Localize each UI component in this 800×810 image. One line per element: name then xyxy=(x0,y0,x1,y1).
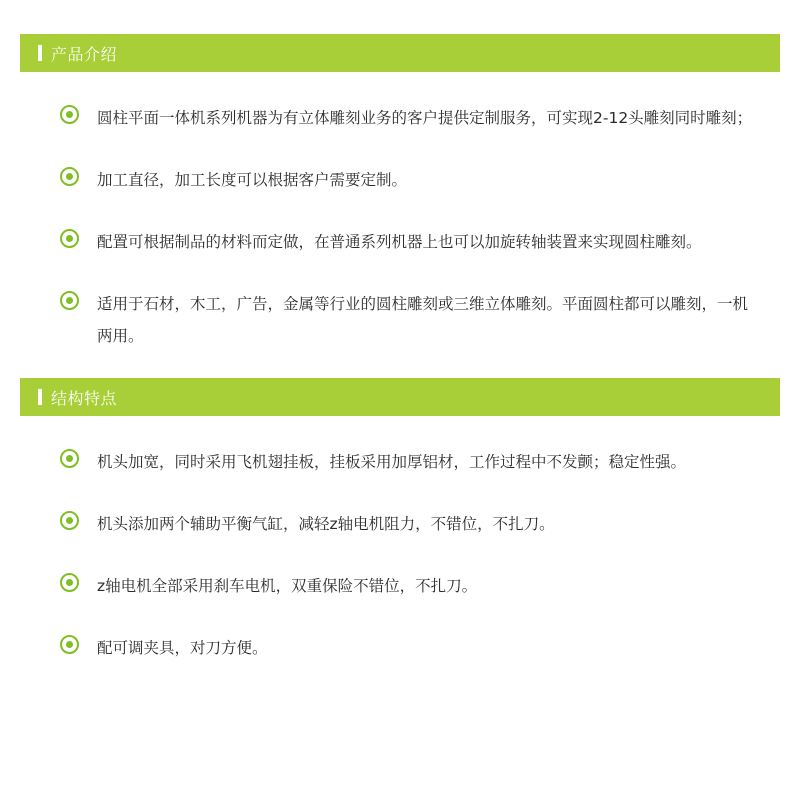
list-item xyxy=(0,226,800,258)
list-gap xyxy=(0,134,800,164)
list-top-spacer xyxy=(0,416,800,446)
list-gap xyxy=(0,196,800,226)
section-title: 结构特点 xyxy=(51,388,118,408)
list-item xyxy=(0,164,800,196)
bullet-icon xyxy=(60,105,79,124)
section-header-product-intro xyxy=(20,34,780,72)
bullet-icon xyxy=(60,291,79,310)
list-item-text: 机头添加两个辅助平衡气缸，减轻z轴电机阻力，不错位，不扎刀。 xyxy=(97,515,555,533)
list-item-text: 配置可根据制品的材料而定做，在普通系列机器上也可以加旋转轴装置来实现圆柱雕刻。 xyxy=(97,233,702,251)
bullet-icon xyxy=(60,635,79,654)
list-item xyxy=(0,632,800,664)
list-gap xyxy=(0,478,800,508)
section-gap xyxy=(0,352,800,378)
bullet-icon xyxy=(60,573,79,592)
section-header-structure-features xyxy=(20,378,780,416)
section-title: 产品介绍 xyxy=(51,44,118,64)
list-gap xyxy=(0,602,800,632)
list-item xyxy=(0,570,800,602)
header-accent-bar xyxy=(38,389,42,405)
list-top-spacer xyxy=(0,72,800,102)
feature-list-structure-features xyxy=(0,416,800,664)
bullet-icon xyxy=(60,229,79,248)
section-product-intro xyxy=(0,34,800,352)
list-item xyxy=(0,508,800,540)
list-item xyxy=(0,446,800,478)
list-item-text: 机头加宽，同时采用飞机翅挂板，挂板采用加厚铝材，工作过程中不发颤；稳定性强。 xyxy=(97,453,687,471)
section-structure-features xyxy=(0,378,800,664)
list-item-text: 配可调夹具，对刀方便。 xyxy=(97,639,268,657)
list-item-text: 适用于石材，木工，广告，金属等行业的圆柱雕刻或三维立体雕刻。平面圆柱都可以雕刻，一机两用。 xyxy=(97,295,749,345)
list-gap xyxy=(0,258,800,288)
list-item-text: 加工直径，加工长度可以根据客户需要定制。 xyxy=(97,171,408,189)
header-accent-bar xyxy=(38,45,42,61)
feature-list-product-intro xyxy=(0,72,800,352)
list-gap xyxy=(0,540,800,570)
list-item xyxy=(0,288,800,352)
list-item-text: 圆柱平面一体机系列机器为有立体雕刻业务的客户提供定制服务，可实现2-12头雕刻同时雕刻； xyxy=(97,109,753,127)
list-item-text: z轴电机全部采用刹车电机，双重保险不错位，不扎刀。 xyxy=(97,577,478,595)
top-spacer xyxy=(0,0,800,34)
bullet-icon xyxy=(60,511,79,530)
bullet-icon xyxy=(60,167,79,186)
list-item xyxy=(0,102,800,134)
bullet-icon xyxy=(60,449,79,468)
